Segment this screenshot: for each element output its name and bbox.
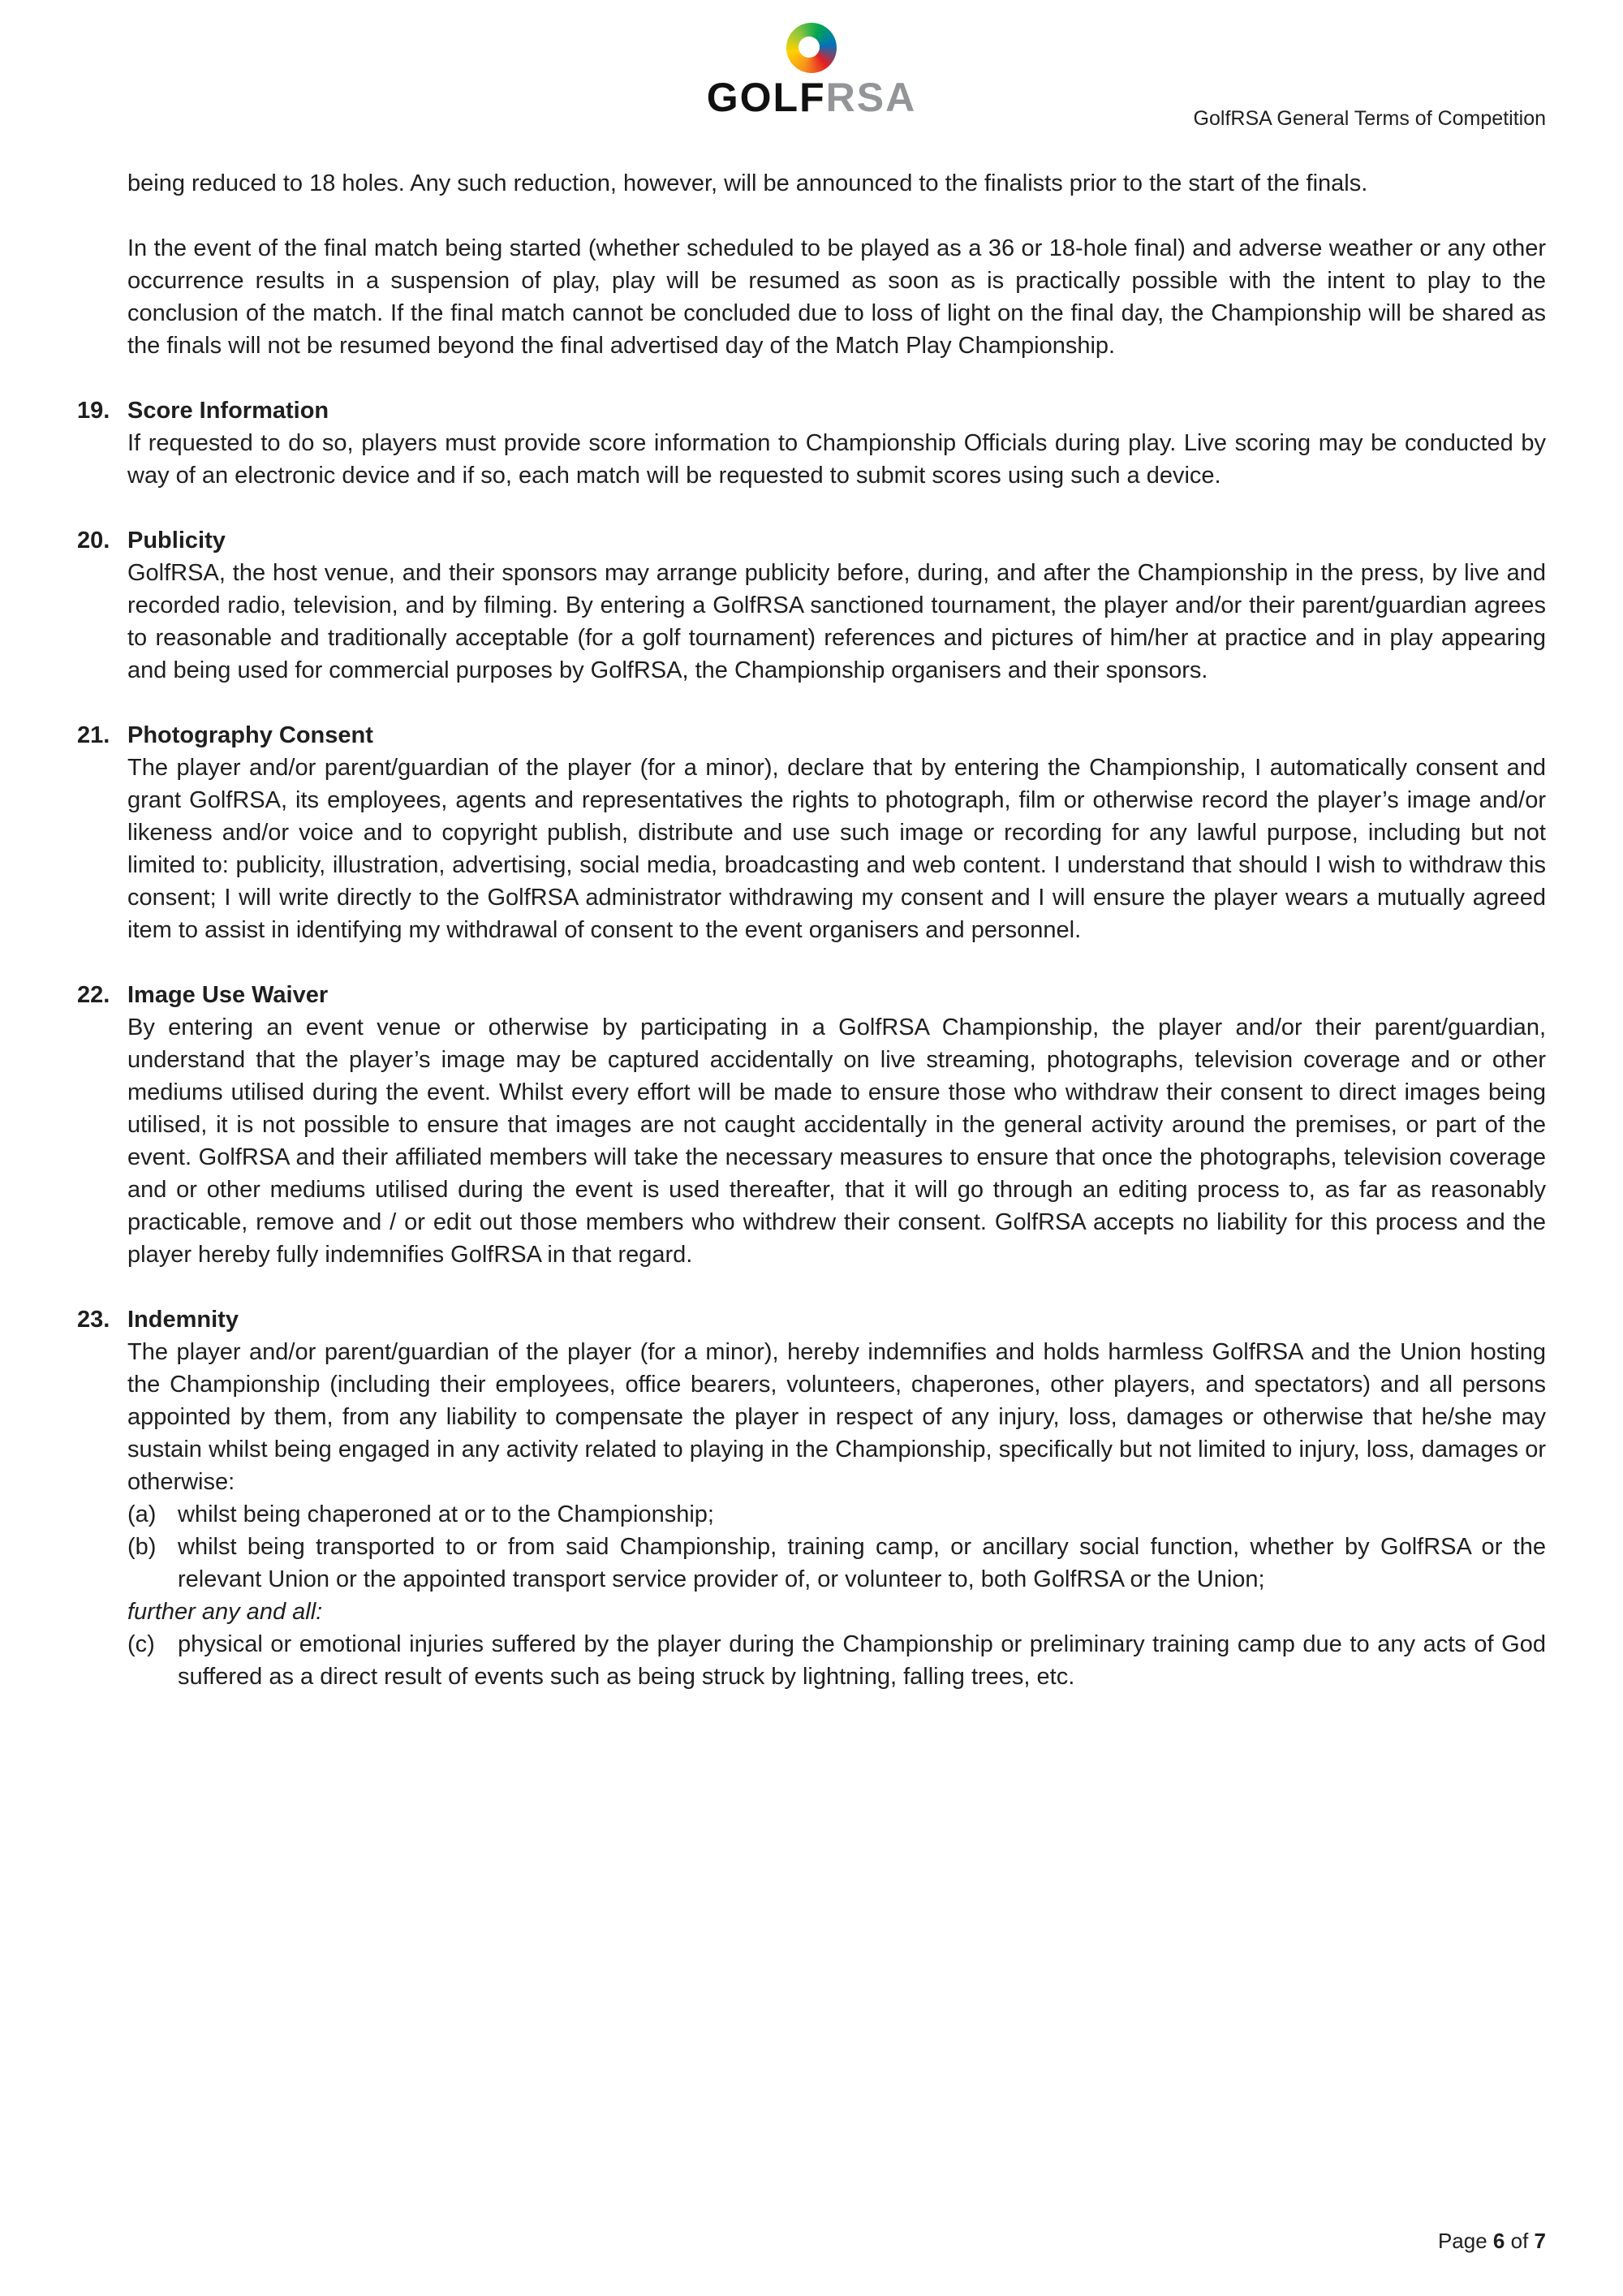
footer-page-label: Page: [1437, 2229, 1493, 2253]
logo-rsa-text: RSA: [825, 75, 917, 120]
document-body: [77, 167, 1546, 1693]
section-23-indemnity: [77, 1303, 1546, 1693]
list-text: whilst being chaperoned at or to the Championship;: [178, 1501, 714, 1527]
intro-paragraph-1: being reduced to 18 holes. Any such reduction, however, will be announced to the finalists prior to the start of the finals.: [127, 170, 1368, 196]
list-item-c: [127, 1628, 1546, 1693]
footer-of-label: of: [1505, 2229, 1535, 2253]
section-title: Photography Consent: [127, 722, 373, 748]
list-item-b: [127, 1531, 1546, 1596]
section-heading: [77, 979, 1546, 1011]
section-20-publicity: [77, 524, 1546, 687]
list-marker: (a): [127, 1501, 157, 1527]
list-marker: (b): [127, 1534, 157, 1560]
section-heading: [77, 524, 1546, 557]
page-header: [77, 23, 1546, 167]
section-title: Publicity: [127, 528, 226, 554]
section-body: GolfRSA, the host venue, and their sponsors may arrange publicity before, during, and after the Championship in the press, by live and recorded radio, television, and by filming. By entering a GolfRSA sanctioned tournament, the player and/or their parent/guardian agrees to reasonable and traditionally acceptable (for a golf tournament) references and pictures of him/her at practice and in play appearing and being used for commercial purposes by GolfRSA, the Championship organisers and their sponsors.: [127, 560, 1546, 683]
section-body: The player and/or parent/guardian of the player (for a minor), hereby indemnifies and holds harmless GolfRSA and the Union hosting the Championship (including their employees, office bearers, volunteers, chaperones, other players, and spectators) and all persons appointed by them, from any liability to compensate the player in respect of any injury, loss, damages or otherwise that he/she may sustain whilst being engaged in any activity related to playing in the Championship, specifically but not limited to injury, loss, damages or otherwise:: [127, 1339, 1546, 1495]
section-heading: [77, 719, 1546, 752]
list-text: whilst being transported to or from said Championship, training camp, or ancillary social function, whether by GolfRSA or the relevant Union or the appointed transport service provider of, or volunteer to, both GolfRSA or the Union;: [178, 1534, 1546, 1592]
section-body: The player and/or parent/guardian of the player (for a minor), declare that by entering the Championship, I automatically consent and grant GolfRSA, its employees, agents and representatives the rights to photograph, film or otherwise record the player’s image and/or likeness and/or voice and to copyright publish, distribute and use such image or recording for any lawful purpose, including but not limited to: publicity, illustration, advertising, social media, broadcasting and web content. I understand that should I wish to withdraw this consent; I will write directly to the GolfRSA administrator withdrawing my consent and I will ensure the player wears a mutually agreed item to assist in identifying my withdrawal of consent to the event organisers and personnel.: [127, 755, 1546, 943]
section-number: 19.: [77, 398, 110, 424]
document-title: GolfRSA General Terms of Competition: [1193, 107, 1546, 130]
list-item-a: [127, 1498, 1546, 1531]
section-title: Indemnity: [127, 1307, 239, 1333]
section-number: 23.: [77, 1307, 110, 1333]
section-heading: [77, 1303, 1546, 1336]
golfrsa-logo-text: [707, 75, 916, 120]
footer-page-number: 6: [1492, 2229, 1505, 2253]
page-footer: [1438, 2229, 1546, 2254]
logo-golf-text: GOLF: [706, 75, 826, 120]
golfrsa-logo: [707, 23, 916, 120]
section-number: 21.: [77, 722, 110, 748]
list-marker: (c): [127, 1631, 155, 1657]
footer-total-pages: 7: [1534, 2229, 1546, 2253]
section-title: Score Information: [127, 398, 329, 424]
section-19-score-information: [77, 394, 1546, 492]
section-body: If requested to do so, players must provide score information to Championship Officials during play. Live scoring may be conducted by way of an electronic device and if so, each match will be requested to submit scores using such a device.: [127, 430, 1546, 489]
list-text: physical or emotional injuries suffered by the player during the Championship or preliminary training camp due to any acts of God suffered as a direct result of events such as being struck by lightning, falling trees, etc.: [178, 1631, 1546, 1690]
section-number: 20.: [77, 528, 110, 554]
further-any-and-all-note: further any and all:: [127, 1599, 323, 1625]
section-21-photography-consent: [77, 719, 1546, 946]
section-title: Image Use Waiver: [127, 982, 329, 1008]
section-22-image-use-waiver: [77, 979, 1546, 1271]
golfrsa-logo-icon: [786, 23, 837, 73]
section-body: By entering an event venue or otherwise by participating in a GolfRSA Championship, the player and/or their parent/guardian, understand that the player’s image may be captured accidentally on live streaming, photographs, television coverage and or other mediums utilised during the event. Whilst every effort will be made to ensure those who withdraw their consent to direct images being utilised, it is not possible to ensure that images are not caught accidentally in the general activity around the premises, or part of the event. GolfRSA and their affiliated members will take the necessary measures to ensure that once the photographs, television coverage and or other mediums utilised during the event is used thereafter, that it will go through an editing process to, as far as reasonably practicable, remove and / or edit out those members who withdrew their consent. GolfRSA accepts no liability for this process and the player hereby fully indemnifies GolfRSA in that regard.: [127, 1014, 1546, 1268]
section-heading: [77, 394, 1546, 427]
section-number: 22.: [77, 982, 110, 1008]
intro-paragraph-2: In the event of the final match being started (whether scheduled to be played as a 36 or 18-hole final) and adverse weather or any other occurrence results in a suspension of play, play will be resumed as soon as is practically possible with the intent to play to the conclusion of the match. If the final match cannot be concluded due to loss of light on the final day, the Championship will be shared as the finals will not be resumed beyond the final advertised day of the Match Play Championship.: [127, 235, 1546, 359]
